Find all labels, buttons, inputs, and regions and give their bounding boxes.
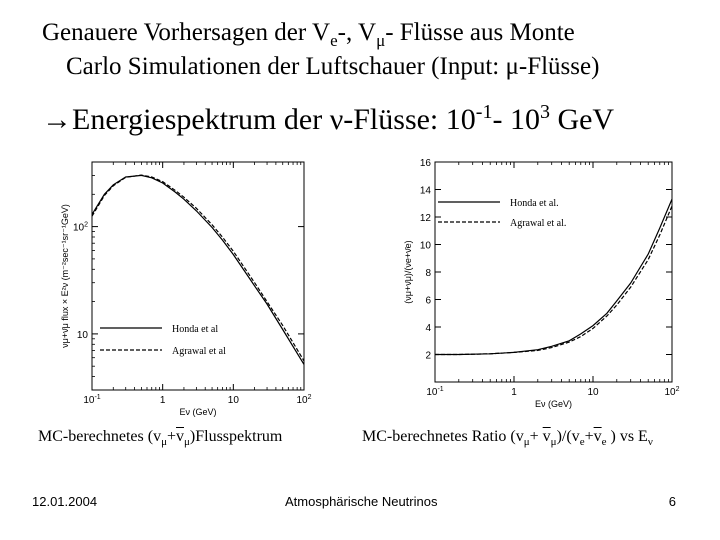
ratio-y-tick-label: 4 bbox=[425, 323, 431, 334]
flux-x-tick-label: 1 bbox=[159, 395, 166, 406]
footer-title: Atmosphärische Neutrinos bbox=[285, 494, 438, 509]
flux-x-tick-label: $10^{-1}$ bbox=[83, 394, 101, 406]
ratio-y-tick-label: 8 bbox=[425, 268, 431, 279]
ratio-x-tick-label: 10 bbox=[587, 387, 599, 398]
flux-series-line bbox=[92, 175, 304, 364]
title-line-1 bbox=[42, 18, 575, 56]
ratio-y-tick-label: 10 bbox=[419, 240, 431, 252]
caption-left bbox=[38, 428, 282, 448]
flux-legend-label: Honda et al bbox=[172, 324, 219, 335]
title-line-3-text: →Energiespektrum der ν-Flüsse: $10^{-1}-$ $10^3$ GeV bbox=[42, 101, 615, 136]
ratio-y-tick-label: 16 bbox=[419, 158, 431, 169]
flux-spectrum-chart bbox=[0, 150, 360, 420]
footer-page-number: 6 bbox=[668, 494, 676, 509]
flavor-ratio-chart bbox=[360, 150, 720, 420]
footer-date: 12.01.2004 bbox=[32, 494, 98, 509]
caption-right bbox=[362, 428, 653, 448]
caption-right-text: MC-berechnetes Ratio $(v_\mu+ \overline{v}_\mu)/(v_e+\overline{v}_e$ ) vs $E_\nu$ bbox=[362, 428, 653, 449]
title-line-3 bbox=[42, 94, 614, 138]
flux-y-tick-label: $10^2$ bbox=[72, 221, 88, 234]
ratio-y-tick-label: 14 bbox=[419, 185, 431, 197]
title-line-1-text: Genauere Vorhersagen der $V_e-$, $V_\mu-$ Flüsse aus Monte bbox=[42, 19, 575, 50]
flux-y-axis-label: νμ+ν̄μ flux × E²ν (m⁻²sec⁻¹sr⁻¹GeV) bbox=[60, 204, 70, 348]
flux-legend-label: Agrawal et al bbox=[172, 346, 226, 357]
ratio-legend-label: Agrawal et al. bbox=[510, 218, 567, 229]
ratio-y-tick-label: 6 bbox=[425, 295, 431, 307]
flux-x-tick-label: $10^2$ bbox=[296, 394, 312, 406]
flux-x-tick-label: 10 bbox=[227, 395, 239, 406]
ratio-legend-label: Honda et al. bbox=[510, 198, 559, 209]
ratio-y-tick-label: 2 bbox=[425, 350, 431, 362]
flux-x-axis-label: Eν (GeV) bbox=[179, 407, 217, 417]
ratio-x-axis-label: Eν (GeV) bbox=[534, 399, 573, 409]
ratio-frame bbox=[435, 162, 672, 382]
flux-y-tick-label: 10 bbox=[76, 329, 88, 341]
ratio-x-tick-label: 1 bbox=[511, 387, 517, 398]
ratio-y-axis-label: (νμ+ν̄μ)/(νe+ν̄e) bbox=[403, 240, 413, 304]
ratio-y-tick-label: 12 bbox=[419, 213, 431, 224]
ratio-x-tick-label: $10^2$ bbox=[664, 386, 680, 398]
ratio-x-tick-label: $10^{-1}$ bbox=[426, 386, 444, 398]
title-line-2: Carlo Simulationen der Luftschauer (Input: μ-Flüsse) bbox=[66, 53, 600, 80]
caption-left-text: MC-berechnetes $(v_\mu+\overline{v}_\mu)Flusspektrum$ bbox=[38, 428, 283, 449]
